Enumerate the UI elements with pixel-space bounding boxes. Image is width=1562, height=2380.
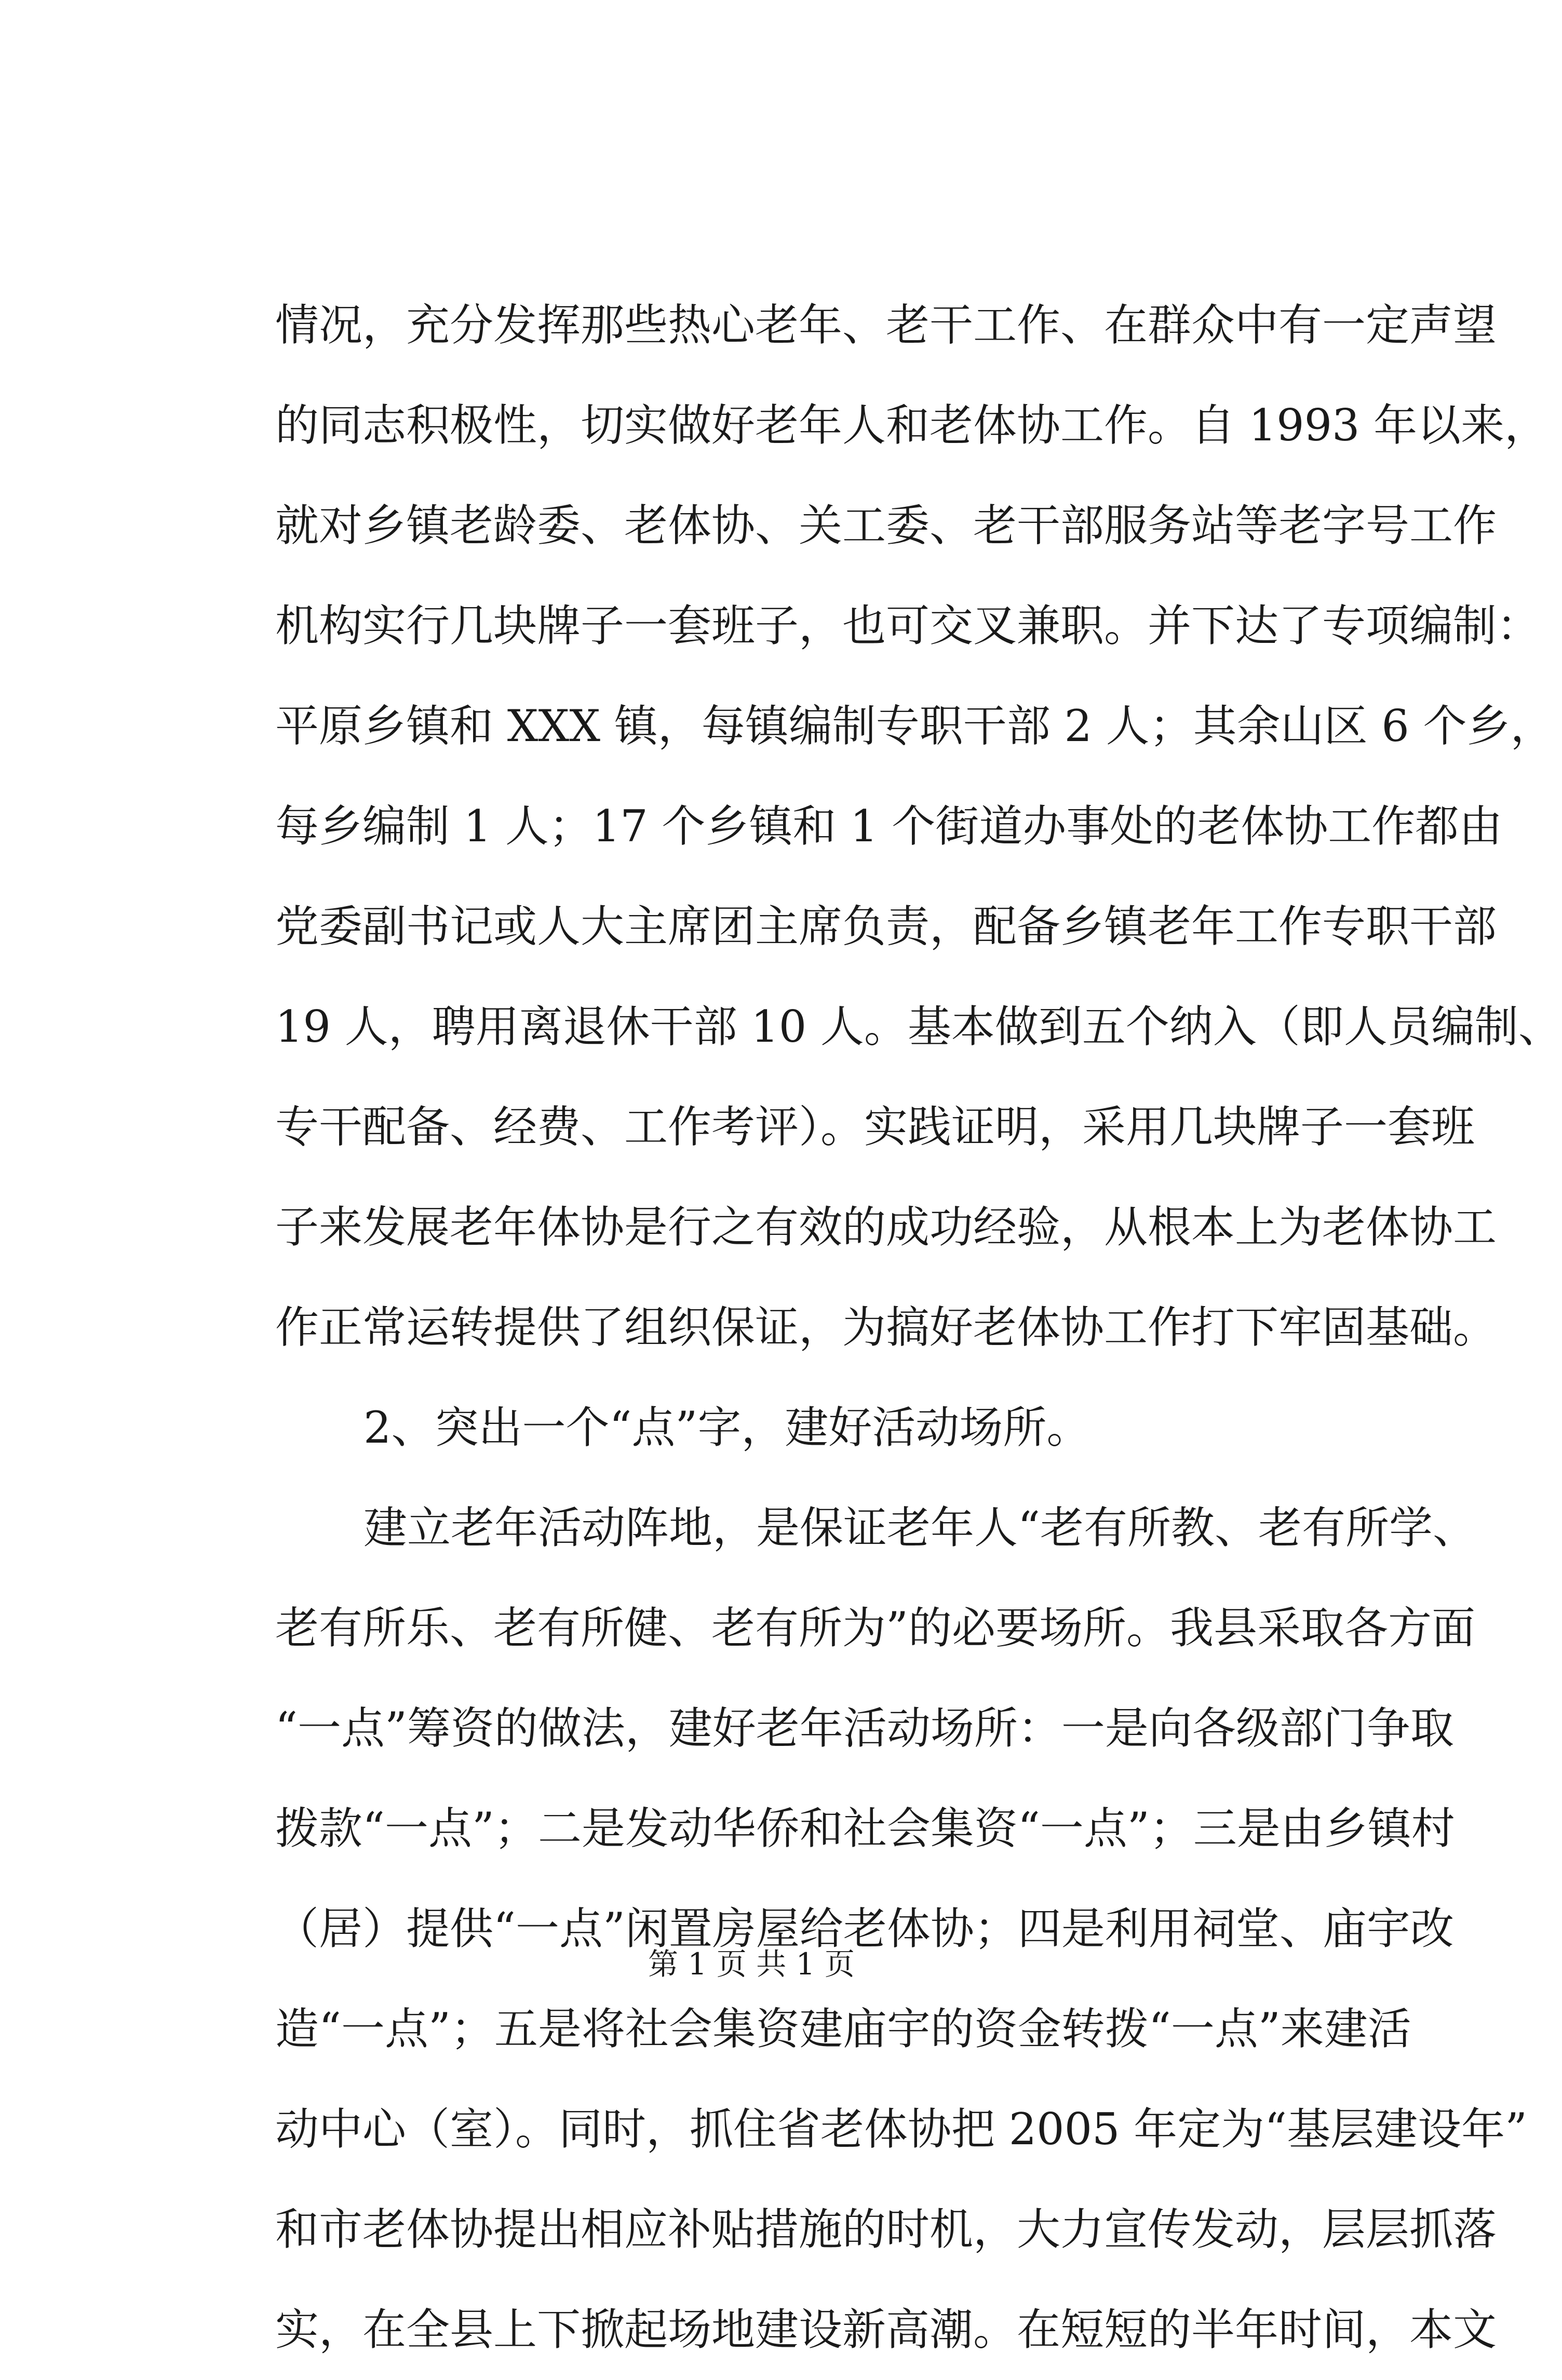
text-line: 平原乡镇和 XXX 镇，每镇编制专职干部 2 人；其余山区 6 个乡， (275, 701, 1554, 751)
text-line: 就对乡镇老龄委、老体协、关工委、老干部服务站等老字号工作 (275, 500, 1497, 551)
text-line: 作正常运转提供了组织保证，为搞好老体协工作打下牢固基础。 (275, 1302, 1497, 1353)
body-text (275, 275, 1562, 2380)
text-line: 老有所乐、老有所健、老有所为”的必要场所。我县采取各方面 (275, 1603, 1475, 1653)
text-line: 专干配备、经费、工作考评）。实践证明，采用几块牌子一套班 (275, 1101, 1475, 1152)
text-line: （居）提供“一点”闲置房屋给老体协；四是利用祠堂、庙宇改 (275, 1903, 1454, 1954)
page-footer: 第 1 页 共 1 页 (648, 1946, 855, 1982)
text-line: 每乡编制 1 人；17 个乡镇和 1 个街道办事处的老体协工作都由 (275, 801, 1503, 852)
text-line: “一点”筹资的做法，建好老年活动场所：一是向各级部门争取 (275, 1703, 1454, 1754)
text-line: 的同志积极性，切实做好老年人和老体协工作。自 1993 年以来， (275, 400, 1548, 451)
text-line: 党委副书记或人大主席团主席负责，配备乡镇老年工作专职干部 (275, 901, 1497, 952)
text-line: 机构实行几块牌子一套班子，也可交叉兼职。并下达了专项编制： (275, 600, 1541, 651)
text-line: 动中心（室）。同时，抓住省老体协把 2005 年定为“基层建设年” (275, 2104, 1528, 2155)
text-line: 实，在全县上下掀起场地建设新高潮。在短短的半年时间，本文 (275, 2304, 1497, 2355)
text-line: 子来发展老年体协是行之有效的成功经验，从根本上为老体协工 (275, 1202, 1497, 1253)
text-line: 和市老体协提出相应补贴措施的时机，大力宣传发动，层层抓落 (275, 2204, 1497, 2255)
text-line: 情况，充分发挥那些热心老年、老干工作、在群众中有一定声望 (275, 300, 1497, 351)
text-line: 造“一点”；五是将社会集资建庙宇的资金转拨“一点”来建活 (275, 2003, 1411, 2054)
section-heading: 2、突出一个“点”字，建好活动场所。 (363, 1402, 1090, 1453)
text-line: 19 人，聘用离退休干部 10 人。基本做到五个纳入（即人员编制、 (275, 1001, 1562, 1052)
text-line: 建立老年活动阵地，是保证老年人“老有所教、老有所学、 (363, 1502, 1476, 1553)
text-line: 拨款“一点”；二是发动华侨和社会集资“一点”；三是由乡镇村 (275, 1803, 1455, 1854)
